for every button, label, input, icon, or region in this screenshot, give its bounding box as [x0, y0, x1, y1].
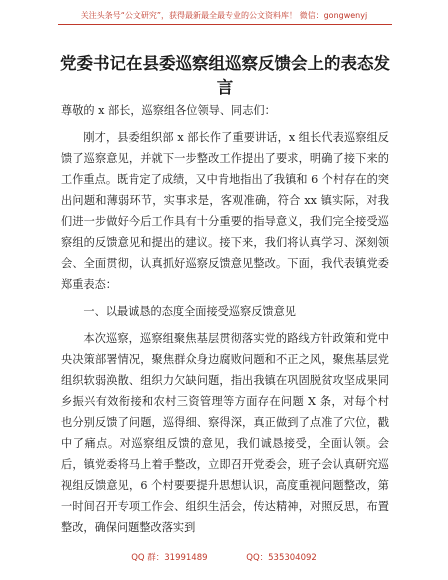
document-title: 党委书记在县委巡察组巡察反馈会上的表态发言 — [60, 54, 390, 97]
paragraph-section: 本次巡察，巡察组聚焦基层贯彻落实党的路线方针政策和党中央决策部署情况，聚焦群众身边腐败问题和不正之风，聚焦基层党组织软弱涣散、组织力欠缺问题，指出我镇在巩固脱贫攻坚成果同乡振兴有效衔接和农村三资管理等方面存在问题 X 条，对每个村也分别反馈了问题，巡得细、察得深，真正做到了点准了穴位，戳中了痛点。对巡察组反馈的意见，我们诚恳接受，全面认领。会后，镇党委将马上着手整改，立即召开党委会，班子会认真研究巡视组反馈意见，6 个村要要提升思想认识，高度重视问题整改，第一时间召开专项工作会、组织生活会，传达精神，对照反思，布置整改，确保问题整改落实到 — [61, 332, 389, 534]
footer-qq: QQ：535304092 — [246, 553, 317, 563]
header-note: 关注头条号“公文研究”，获得最新最全最专业的公文资料库！ 微信：gongwenyj — [80, 11, 368, 20]
section-heading: 一、以最诚恳的态度全面接受巡察反馈意见 — [83, 305, 296, 318]
header-divider — [58, 24, 392, 25]
salutation: 尊敬的 x 部长，巡察组各位领导、同志们： — [61, 104, 276, 117]
paragraph-intro: 刚才，县委组织部 x 部长作了重要讲话，x 组长代表巡察组反馈了巡察意见，并就下一步整改工作提出了要求，明确了接下来的工作重点。既肯定了成绩，又中肯地指出了我镇和 6 个村存在的突出问题和薄弱环节，实事求是，客观准确，符合 xx 镇实际，对我们进一步做好今后工作具有十分重要的指导意义，我们完全接受巡察组的反馈意见和提出的建议。接下来，我们将认真学习、深刻领会、全面贯彻，认真抓好巡察反馈意见整改。下面，我代表镇党委郑重表态： — [61, 131, 389, 291]
footer-contact — [0, 551, 448, 563]
document-body — [61, 100, 389, 544]
footer-qq-group: QQ 群：31991489 — [131, 553, 208, 563]
